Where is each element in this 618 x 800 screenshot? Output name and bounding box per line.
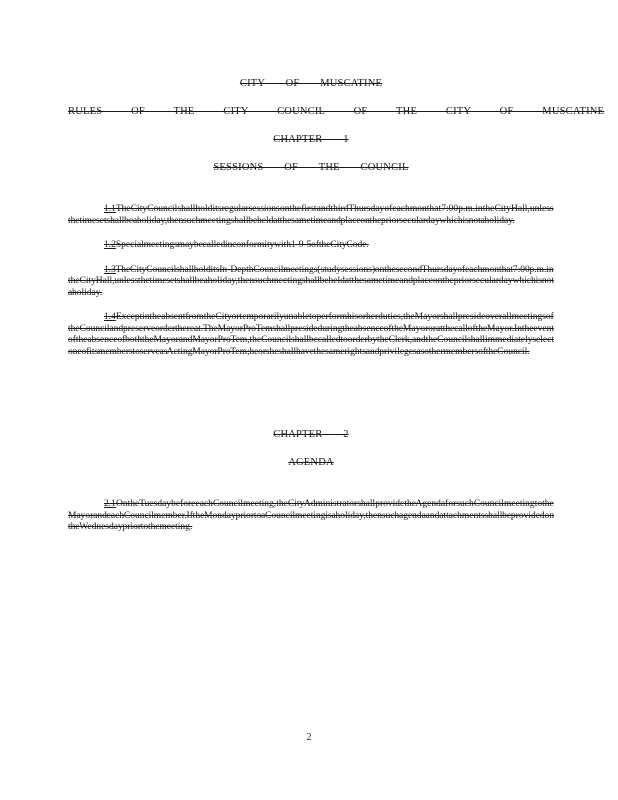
paragraph-number: 1.1	[104, 204, 116, 214]
spacer	[68, 190, 554, 204]
paragraph-text: Except in the absent from the City or temporarily unable to perform his or her duties, the Mayor shall preside over all meetings of the Council and preserve order thereat. The Mayor Pro Tem shall preside during the absence of the Mayor or at the call of the Mayor. In the event of the absence of both the Mayor and Mayor Pro Tem, the Council shall be called to order by the Clerk, and the Council shall immediately select one of its members to serve as Acting Mayor Pro Tem; he or she shall have the same rights and privileges as other members of the Council.	[68, 312, 554, 357]
chapter2-heading: CHAPTER 2	[273, 429, 349, 440]
page-number: 2	[306, 732, 312, 743]
chapter2-subheading: AGENDA	[288, 457, 334, 468]
paragraph-text: The City Council shall hold its In-Depth Council meetings (study sessions) on the second Thursday of each month at 7:00 p.m. in the City Hall, unless the time set shall be a holiday, then such meeting shall be held at the same time and place on the prior secular day which is not a holiday.	[68, 264, 554, 298]
paragraph-number: 1.3	[104, 264, 116, 275]
paragraph-text: Special meetings may be called in conformity with 1-9-5 of the City Code.	[115, 240, 369, 250]
paragraph-number: 1.2	[104, 240, 116, 250]
paragraph-text: The City Council shall hold its regular sessions on the first and third Thursday of each month at 7:00 p.m. in the City Hall, unless the time set shall be a holiday, then such meeting shall be held at the same time and place on the prior secular day which is not a holiday.	[68, 204, 554, 226]
spacer	[68, 371, 554, 429]
document-title-line1: CITY OF MUSCATINE	[239, 78, 383, 89]
paragraph-number: 2.1	[104, 499, 116, 509]
paragraph-1-2	[68, 240, 554, 252]
paragraph-1-1	[68, 204, 554, 227]
paragraph-1-3	[68, 265, 554, 300]
document-page	[68, 78, 605, 547]
paragraph-number: 1.4	[104, 312, 116, 322]
document-title-line2: RULES OF THE CITY COUNCIL OF THE CITY OF MUSCATINE	[68, 106, 605, 117]
chapter1-subheading: SESSIONS OF THE COUNCIL	[213, 162, 409, 173]
paragraph-text: On the Tuesday before each Council meeting, the City Administrator shall provide the Agenda for such Council meeting to the Mayor and each Council member. If the Monday prior to a Council meeting is a holiday, then such agenda and attachments shall be provided on the Wednesday prior to the meeting.	[68, 499, 554, 532]
paragraph-2-1	[68, 499, 554, 534]
spacer	[68, 485, 554, 499]
paragraph-1-4	[68, 312, 554, 358]
chapter1-heading: CHAPTER 1	[273, 134, 349, 145]
